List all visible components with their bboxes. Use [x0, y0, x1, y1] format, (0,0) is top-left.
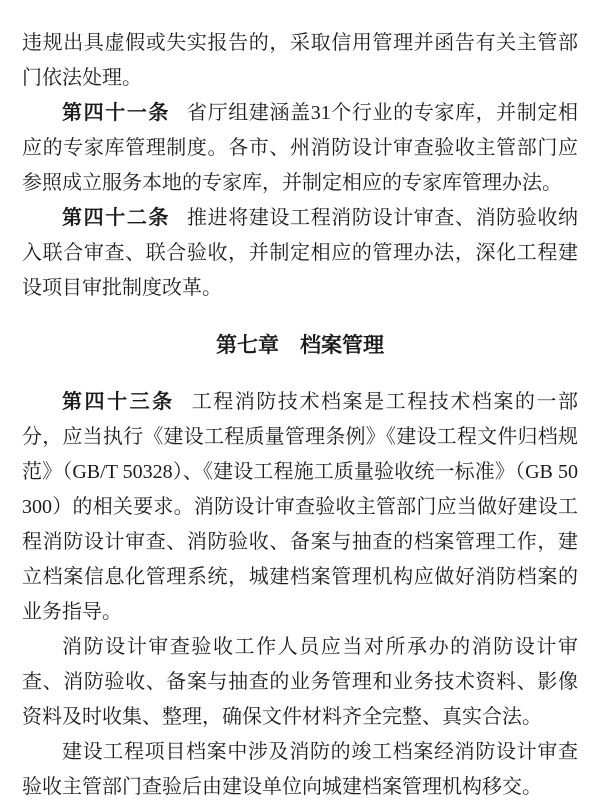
paragraph-text: 工程消防技术档案是工程技术档案的一部分，应当执行《建设工程质量管理条例》《建设工程文件归档规范》（GB/T 50328）、《建设工程施工质量验收统一标准》（GB 50300）的相关要求。消防设计审查验收主管部门应当做好建设工程消防设计审查、消防验收、备案与抽查的档案管理工作，建立档案信息化管理系统，城建档案管理机构应做好消防档案的业务指导。 [22, 391, 579, 623]
body-paragraph [22, 735, 578, 800]
paragraph-text: 违规出具虚假或失实报告的，采取信用管理并函告有关主管部门依法处理。 [22, 32, 578, 89]
article-number-label: 第四十一条 [62, 102, 171, 124]
paragraph-text: 推进将建设工程消防设计审查、消防验收纳入联合审查、联合验收，并制定相应的管理办法，深化工程建设项目审批制度改革。 [22, 207, 579, 299]
paragraph-text: 省厅组建涵盖31个行业的专家库，并制定相应的专家库管理制度。各市、州消防设计审查验收主管部门应参照成立服务本地的专家库，并制定相应的专家库管理办法。 [22, 102, 579, 194]
document-content [22, 26, 578, 800]
paragraph-text: 消防设计审查验收工作人员应当对所承办的消防设计审查、消防验收、备案与抽查的业务管理和业务技术资料、影像资料及时收集、整理，确保文件材料齐全完整、真实合法。 [22, 636, 578, 728]
article-paragraph [22, 96, 578, 201]
article-paragraph [22, 201, 578, 306]
article-number-label: 第四十三条 [62, 391, 175, 413]
article-paragraph [22, 385, 578, 630]
body-paragraph [22, 630, 578, 735]
chapter-heading: 第七章 档案管理 [216, 334, 384, 357]
paragraph-text: 建设工程项目档案中涉及消防的竣工档案经消防设计审查验收主管部门查验后由建设单位向城建档案管理机构移交。 [22, 741, 578, 798]
body-paragraph [22, 26, 578, 96]
article-number-label: 第四十二条 [62, 207, 171, 229]
